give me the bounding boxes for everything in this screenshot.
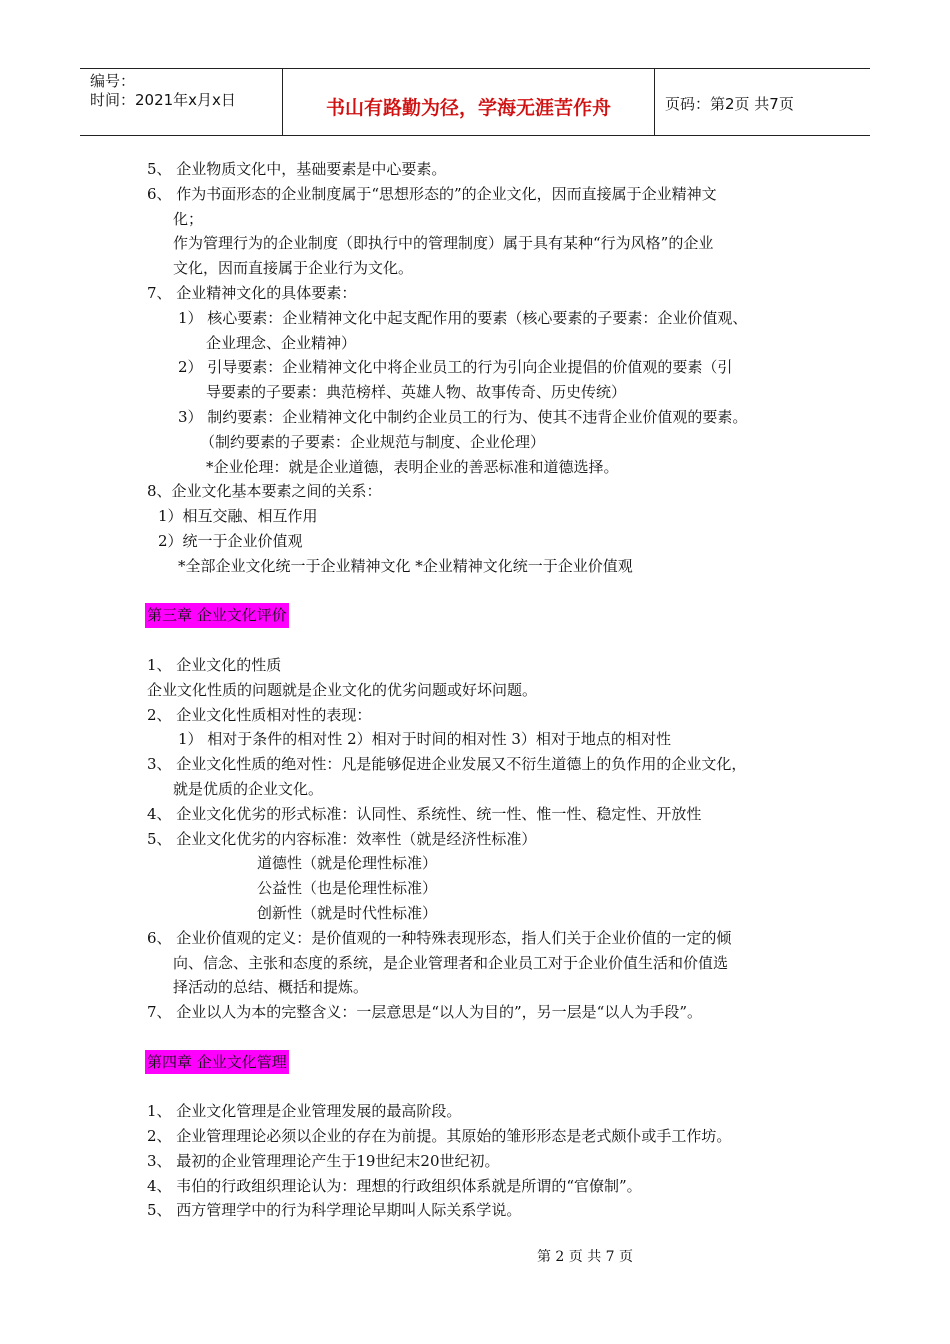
text-line bbox=[0, 1174, 950, 1199]
blank-line bbox=[0, 579, 950, 604]
chapter-heading bbox=[0, 603, 950, 628]
text-line bbox=[0, 504, 950, 529]
text-line bbox=[0, 479, 950, 504]
text-line-content: 1）相互交融、相互作用 bbox=[158, 507, 318, 526]
text-line bbox=[0, 975, 950, 1000]
chapter-heading-text: 第三章 企业文化评价 bbox=[145, 603, 289, 628]
document-body bbox=[0, 157, 950, 1223]
text-line-content: *全部企业文化统一于企业精神文化 *企业精神文化统一于企业价值观 bbox=[178, 556, 633, 575]
text-line bbox=[0, 1124, 950, 1149]
time-label: 时间：2021年x月x日 bbox=[90, 91, 236, 109]
text-line bbox=[0, 951, 950, 976]
page-header bbox=[80, 68, 870, 136]
text-line-content: 1、 企业文化管理是企业管理发展的最高阶段。 bbox=[147, 1102, 462, 1121]
text-line bbox=[0, 455, 950, 480]
text-line bbox=[0, 901, 950, 926]
blank-line bbox=[0, 628, 950, 653]
text-line bbox=[0, 554, 950, 579]
text-line-content: 1） 相对于条件的相对性 2）相对于时间的相对性 3）相对于地点的相对性 bbox=[178, 730, 671, 749]
text-line-content: 1） 核心要素：企业精神文化中起支配作用的要素（核心要素的子要素：企业价值观、 bbox=[178, 308, 748, 327]
text-line-content: 4、 企业文化优劣的形式标准：认同性、系统性、统一性、惟一性、稳定性、开放性 bbox=[147, 804, 702, 823]
text-line-content: *企业伦理：就是企业道德，表明企业的善恶标准和道德选择。 bbox=[206, 457, 619, 476]
text-line bbox=[0, 529, 950, 554]
text-line bbox=[0, 1149, 950, 1174]
text-line bbox=[0, 405, 950, 430]
text-line bbox=[0, 703, 950, 728]
text-line-content: 企业文化性质的问题就是企业文化的优劣问题或好坏问题。 bbox=[147, 680, 538, 699]
text-line bbox=[0, 777, 950, 802]
text-line-content: 6、 企业价值观的定义：是价值观的一种特殊表现形态，指人们关于企业价值的一定的倾 bbox=[147, 928, 732, 947]
header-motto: 书山有路勤为径，学海无涯苦作舟 bbox=[283, 69, 655, 135]
text-line bbox=[0, 430, 950, 455]
text-line bbox=[0, 355, 950, 380]
text-line bbox=[0, 876, 950, 901]
text-line bbox=[0, 802, 950, 827]
text-line-content: 导要素的子要素：典范榜样、英雄人物、故事传奇、历史传统） bbox=[206, 383, 627, 402]
text-line-content: 创新性（就是时代性标准） bbox=[257, 903, 438, 922]
text-line-content: 2） 引导要素：企业精神文化中将企业员工的行为引向企业提倡的价值观的要素（引 bbox=[178, 358, 733, 377]
blank-line bbox=[0, 1074, 950, 1099]
text-line-content: 化； bbox=[173, 209, 204, 228]
text-line-content: 4、 韦伯的行政组织理论认为：理想的行政组织体系就是所谓的“官僚制”。 bbox=[147, 1176, 642, 1195]
header-meta bbox=[80, 69, 283, 135]
text-line-content: 向、信念、主张和态度的系统，是企业管理者和企业员工对于企业价值生活和价值选 bbox=[173, 953, 729, 972]
text-line bbox=[0, 207, 950, 232]
code-label: 编号： bbox=[90, 72, 136, 90]
text-line bbox=[0, 851, 950, 876]
chapter-heading bbox=[0, 1050, 950, 1075]
text-line bbox=[0, 653, 950, 678]
text-line bbox=[0, 256, 950, 281]
text-line bbox=[0, 752, 950, 777]
text-line bbox=[0, 727, 950, 752]
text-line-content: 3） 制约要素：企业精神文化中制约企业员工的行为、使其不违背企业价值观的要素。 bbox=[178, 407, 748, 426]
text-line bbox=[0, 380, 950, 405]
text-line-content: 2）统一于企业价值观 bbox=[158, 531, 303, 550]
text-line-content: 文化，因而直接属于企业行为文化。 bbox=[173, 259, 414, 278]
text-line-content: 5、 企业物质文化中，基础要素是中心要素。 bbox=[147, 160, 447, 178]
text-line-content: 道德性（就是伦理性标准） bbox=[257, 854, 438, 873]
text-line-content: 6、 作为书面形态的企业制度属于“思想形态的”的企业文化，因而直接属于企业精神文 bbox=[147, 184, 717, 203]
page-footer: 第 2 页 共 7 页 bbox=[536, 1249, 634, 1265]
text-line-content: 公益性（也是伦理性标准） bbox=[257, 879, 438, 898]
text-line-content: 2、 企业文化性质相对性的表现： bbox=[147, 705, 372, 724]
text-line bbox=[0, 1099, 950, 1124]
text-line-content: 1、 企业文化的性质 bbox=[147, 655, 282, 674]
text-line bbox=[0, 1198, 950, 1223]
chapter-heading-text: 第四章 企业文化管理 bbox=[145, 1050, 289, 1075]
text-line bbox=[0, 827, 950, 852]
text-line bbox=[0, 926, 950, 951]
text-line bbox=[0, 678, 950, 703]
text-line-content: 2、 企业管理理论必须以企业的存在为前提。其原始的雏形形态是老式颇仆或手工作坊。 bbox=[147, 1127, 732, 1146]
header-page-label: 页码：第2页 共7页 bbox=[665, 94, 794, 113]
text-line bbox=[0, 1000, 950, 1025]
text-line bbox=[0, 182, 950, 207]
text-line bbox=[0, 157, 950, 182]
text-line-content: 3、 最初的企业管理理论产生于19世纪末20世纪初。 bbox=[147, 1151, 500, 1170]
blank-line bbox=[0, 1025, 950, 1050]
text-line-content: 企业理念、企业精神） bbox=[206, 333, 357, 352]
text-line bbox=[0, 306, 950, 331]
text-line-content: 3、 企业文化性质的绝对性：凡是能够促进企业发展又不衍生道德上的负作用的企业文化， bbox=[147, 755, 747, 774]
text-line-content: 7、 企业以人为本的完整含义：一层意思是“以人为目的”，另一层是“以人为手段”。 bbox=[147, 1003, 702, 1022]
text-line-content: 作为管理行为的企业制度（即执行中的管理制度）属于具有某种“行为风格”的企业 bbox=[173, 234, 714, 253]
text-line bbox=[0, 281, 950, 306]
text-line-content: 择活动的总结、概括和提炼。 bbox=[173, 978, 369, 997]
text-line-content: 就是优质的企业文化。 bbox=[173, 779, 324, 798]
text-line-content: 5、 西方管理学中的行为科学理论早期叫人际关系学说。 bbox=[147, 1201, 522, 1220]
text-line bbox=[0, 231, 950, 256]
text-line bbox=[0, 331, 950, 356]
text-line-content: （制约要素的子要素：企业规范与制度、企业伦理） bbox=[200, 432, 546, 451]
text-line-content: 5、 企业文化优劣的内容标准：效率性（就是经济性标准） bbox=[147, 829, 537, 848]
text-line-content: 7、 企业精神文化的具体要素： bbox=[147, 283, 357, 302]
text-line-content: 8、企业文化基本要素之间的关系： bbox=[147, 482, 382, 501]
